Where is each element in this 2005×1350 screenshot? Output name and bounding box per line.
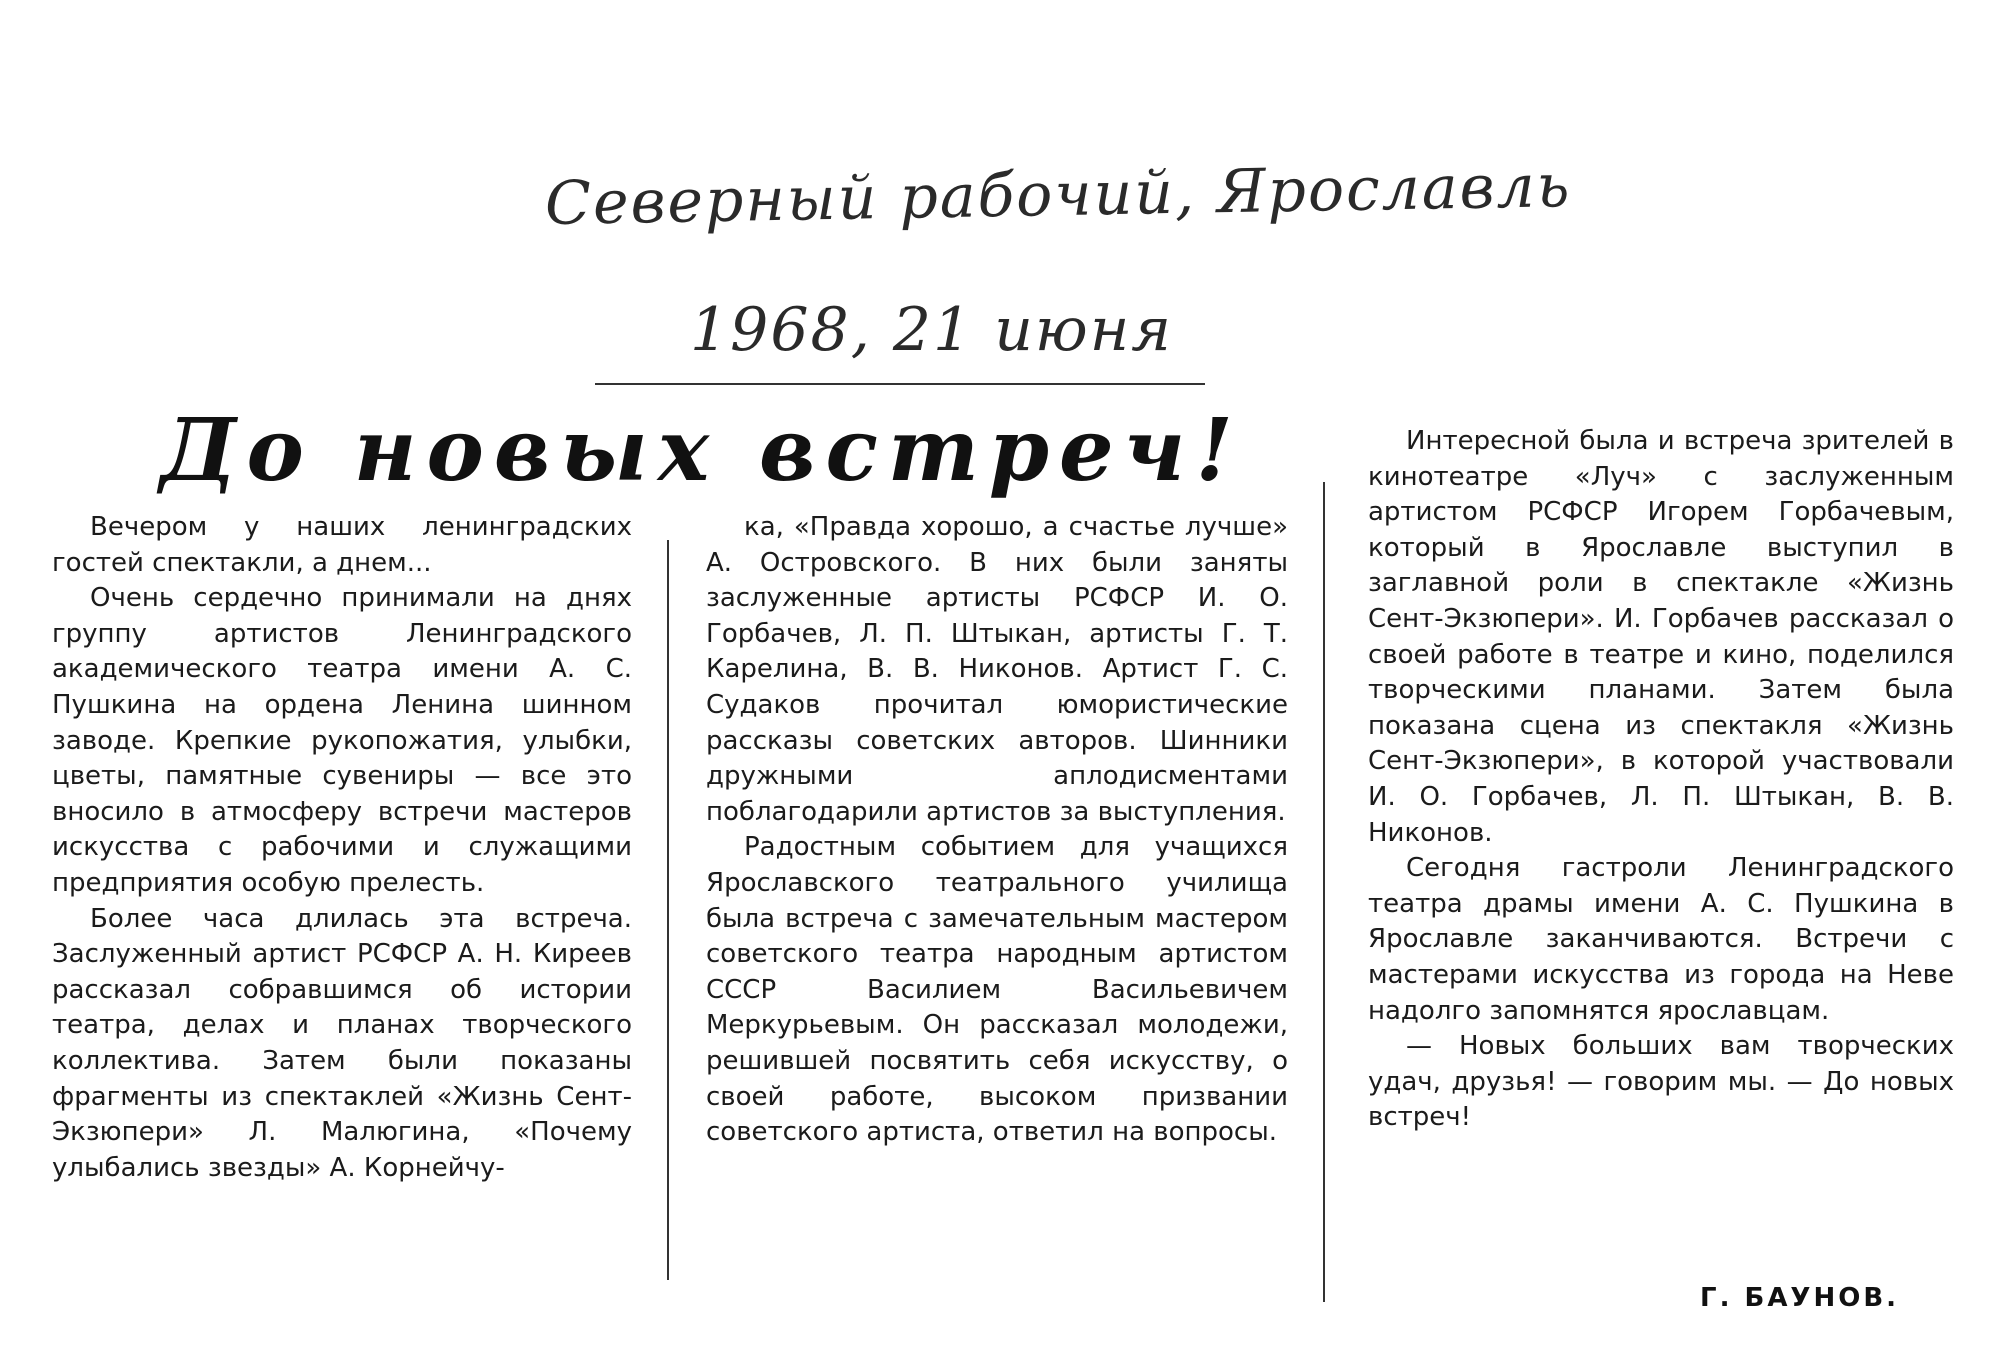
column-divider bbox=[667, 540, 669, 1280]
author-signature: Г. БАУНОВ. bbox=[1700, 1283, 1900, 1313]
article-paragraph: Вечером у наших ленинградских гостей спектакли, а днем... bbox=[52, 512, 632, 578]
article-paragraph: — Новых больших вам творческих удач, друзья! — говорим мы. — До новых встреч! bbox=[1368, 1031, 1954, 1133]
handwritten-date-note: 1968, 21 июня bbox=[690, 295, 1173, 365]
column-divider bbox=[1323, 482, 1325, 1302]
article-column-3 bbox=[1368, 424, 1954, 1136]
article-headline: До новых встреч! bbox=[160, 400, 1243, 501]
article-paragraph: Более часа длилась эта встреча. Заслуженный артист РСФСР А. Н. Киреев рассказал собравшимся об истории театра, делах и планах творческого коллектива. Затем были показаны фрагменты из спектаклей «Жизнь Сент-Экзюпери» Л. Малюгина, «Почему улыбались звезды» А. Корнейчу- bbox=[52, 903, 632, 1183]
article-paragraph: ка, «Правда хорошо, а счастье лучше» А. Островского. В них были заняты заслуженные артисты РСФСР И. О. Горбачев, Л. П. Штыкан, артисты Г. Т. Карелина, В. В. Никонов. Артист Г. С. Судаков прочитал юмористические рассказы советских авторов. Шинники дружными аплодисментами поблагодарили артистов за выступления. bbox=[706, 512, 1288, 827]
article-paragraph: Интересной была и встреча зрителей в кинотеатре «Луч» с заслуженным артистом РСФСР Игорем Горбачевым, который в Ярославле выступил в заглавной роли в спектакле «Жизнь Сент-Экзюпери». И. Горбачев рассказал о своей работе в театре и кино, поделился творческими планами. Затем была показана сцена из спектакля «Жизнь Сент-Экзюпери», в которой участвовали И. О. Горбачев, Л. П. Штыкан, В. В. Никонов. bbox=[1368, 426, 1954, 848]
article-paragraph: Радостным событием для учащихся Ярославского театрального училища была встреча с замечательным мастером советского театра народным артистом СССР Василием Васильевичем Меркурьевым. Он рассказал молодежи, решившей посвятить себя искусству, о своей работе, высоком призвании советского артиста, ответил на вопросы. bbox=[706, 832, 1288, 1148]
article-column-2 bbox=[706, 510, 1288, 1151]
article-paragraph: Очень сердечно принимали на днях группу артистов Ленинградского академического театра имени А. С. Пушкина на ордена Ленина шинном заводе. Крепкие рукопожатия, улыбки, цветы, памятные сувениры — все это вносило в атмосферу встречи мастеров искусства с рабочими и служащими предприятия особую прелесть. bbox=[52, 583, 632, 898]
article-paragraph: Сегодня гастроли Ленинградского театра драмы имени А. С. Пушкина в Ярославле заканчиваются. Встречи с мастерами искусства из города на Неве надолго запомнятся ярославцам. bbox=[1368, 853, 1954, 1026]
handwritten-underline bbox=[595, 383, 1205, 385]
handwritten-source-note: Северный рабочий, Ярославль bbox=[544, 151, 1572, 239]
article-column-1 bbox=[52, 510, 632, 1186]
